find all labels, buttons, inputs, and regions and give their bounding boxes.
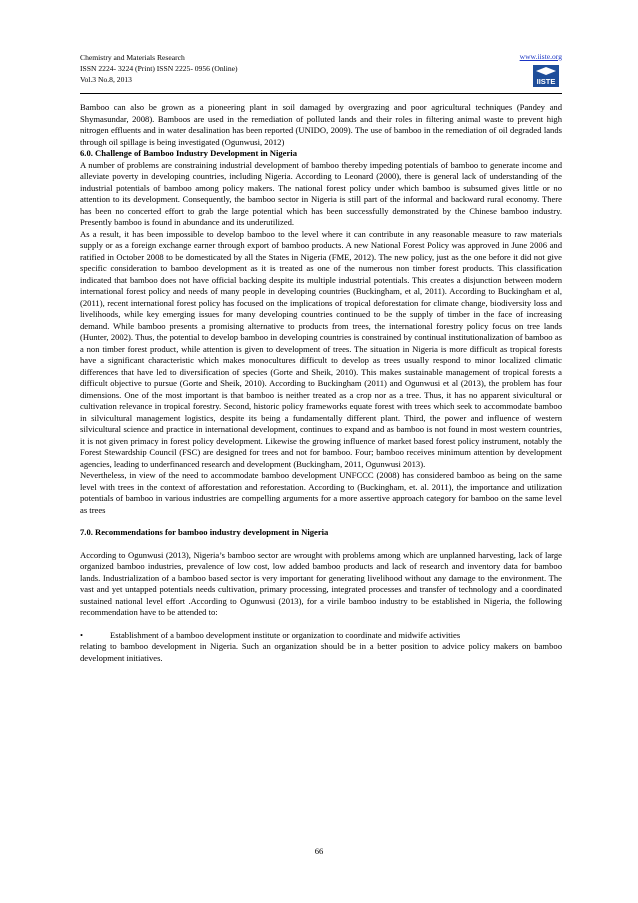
journal-url-link[interactable]: www.iiste.org <box>519 52 562 61</box>
bullet-1-continuation: relating to bamboo development in Nigeria. Such an organization should be in a better position to advice policy makers on bamboo development initiatives. <box>80 641 562 663</box>
spacer <box>80 619 562 630</box>
section-6-paragraph-2: As a result, it has been impossible to develop bamboo to the level where it can contribute in any reasonable measure to raw materials supply or as a foreign exchange earner through export of bamboo products. A new National Forest Policy was approved in June 2006 and ratified in October 2008 to be domesticated by all the States in Nigeria (FME, 2012). The new policy, just as the one before it did not give specific consideration to bamboo development as it is treated as one of the numerous non timber forest products. This classification indicated that bamboo does not have official backing despite its multiple industrial potentials. This creates a disjunction between modern international forest policy and needs of many people in developing countries (Buckingham, et al, 2011). According to Buckingham et al, (2011), recent international forest policy has focused on the implications of tropical deforestation for climate change, biodiversity loss and livelihoods, while key emerging issues for many developing countries continued to be the supply of timber in the face of increasing demand. While bamboo presents a promising alternative to products from trees, the international forestry policy focus on tree lands (Hunter, 2002). Thus, the potential to develop bamboo in developing countries is constrained by continual institutionalization of bamboo as a non timber forest product, while attention is given to development of trees. The situation in Nigeria is more difficult as tropical forests have a significant characteristic which makes monocultures difficult to develop as trees usually respond to minor localized climatic differences that have led to diversification of species (Gorte and Sheik, 2010). This makes sustainable management of tropical forests a difficult objective to pursue (Gorte and Sheik, 2010). According to Buckingham (2011) and Ogunwusi et al (2013), the problem has four dimensions. One of the most important is that bamboo is neither treated as a crop nor as a tree. Thus, it has no apparent sivicultural or cultivation relevance in tropical forestry. Second, historic policy frameworks equate forest with trees which seek to accommodate bamboo in silvicultural management logistics, despite its being a fundamentally different plant. Third, the power and influence of western silvicultural science and practice in international development, continues to expand and as bamboo is not found in most western countries, it is not given primacy in forest policy development. Likewise the growing influence of market based forest policy instrument, notably the Forest Stewardship Council (FSC) are designed for trees and not for bamboo. Four; bamboo receives minimum attention by development agencies, leading to underfinanced research and development (Buckingham, 2011, Ogunwusi 2013). <box>80 228 562 469</box>
intro-paragraph: Bamboo can also be grown as a pioneering plant in soil damaged by overgrazing and poor agricultural techniques (Pandey and Shymasundar, 2008). Bamboos are used in the remediation of polluted lands and their roles in filtering animal waste to prevent high nitrogen effluents and in water desalination has been reported (UNIDO, 2009). The use of bamboo in the remediation of oil degraded lands through oil spillage is being investigated (Ogunwusi, 2012) <box>80 102 562 147</box>
bullet-1-first-line: Establishment of a bamboo development institute or organization to coordinate and midwife activities <box>110 629 461 640</box>
section-7-heading: 7.0. Recommendations for bamboo industry development in Nigeria <box>80 527 329 537</box>
section-6-heading: 6.0. Challenge of Bamboo Industry Development in Nigeria <box>80 148 297 158</box>
recommendation-bullet <box>80 630 562 642</box>
iiste-logo <box>533 65 559 87</box>
section-6-paragraph-1: A number of problems are constraining industrial development of bamboo thereby impeding potentials of bamboo to generate income and alleviate poverty in developing countries, including Nigeria. According to Leonard (2000), there is general lack of understanding of the industrial potentials of bamboo among policy makers. The national forest policy under which bamboo is subsumed gives little or no attention to its development. Consequently, the bamboo sector in Nigeria is still part of the informal and backward rural economy. There has been no concerted effort to grab the large potential which has been successfully demonstrated by the Chinese bamboo industry. Presently bamboo is found in abundance and its underutilized. <box>80 159 562 227</box>
page-number: 66 <box>314 846 324 856</box>
page-header <box>80 52 562 98</box>
journal-name: Chemistry and Materials Research <box>80 53 185 62</box>
volume-line: Vol.3 No.8, 2013 <box>80 75 132 84</box>
iiste-logo-text: IISTE <box>536 77 556 86</box>
bullet-icon: • <box>80 629 84 640</box>
issn-line: ISSN 2224- 3224 (Print) ISSN 2225- 0956 (Online) <box>80 64 238 73</box>
section-7-paragraph-1: According to Ogunwusi (2013), Nigeria’s bamboo sector are wrought with problems among which are unplanned harvesting, lack of large organized bamboo industries, prevalence of low cost, low added bamboo products and lack of research and inventory data for bamboo lands. Industrialization of a bamboo based sector is very important for generating livelihood without any damage to the environment. The vast and yet untapped potentials needs cultivation, primary processing, integrated processes and transfer of technology and a coordinated sustained national level effort .According to Ogunwusi (2013), for a virile bamboo industry to be established in Nigeria, the following recommendation have to be attended to: <box>80 549 562 617</box>
spacer <box>80 539 562 550</box>
spacer <box>80 516 562 527</box>
header-rule <box>80 93 562 94</box>
main-content <box>80 102 562 664</box>
section-6-paragraph-3: Nevertheless, in view of the need to accommodate bamboo development UNFCCC (2008) has considered bamboo as being on the same level with trees in the context of afforestation and reforestation. According to (Buckingham, et. al. 2011), the importance and utilization potentials of bamboo in various industries are compelling arguments for a more assertive approach category for bamboo on the same level as trees <box>80 470 562 515</box>
